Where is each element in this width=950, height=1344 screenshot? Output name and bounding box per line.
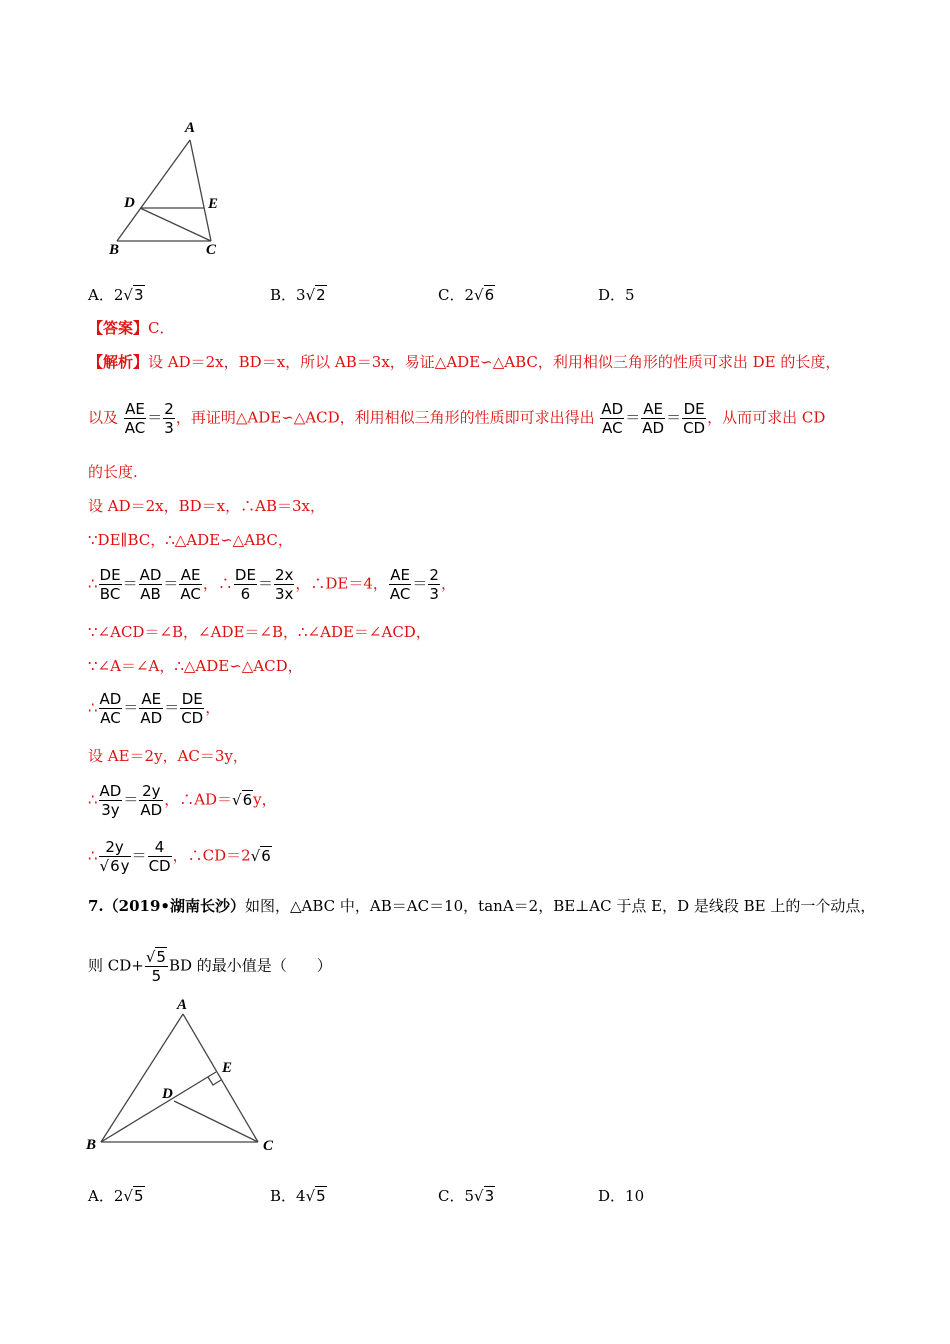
option2-c: C．5√3 <box>438 1187 495 1205</box>
frac-de-cd: $\frac{DE}{CD}$ <box>683 400 706 437</box>
fig2-label-d: D <box>162 1086 173 1102</box>
frac-ad-ac: $\frac{AD}{AC}$ <box>601 400 624 437</box>
option1-a: A．2√3 <box>88 286 144 304</box>
analysis-line-3: 的长度. <box>88 463 138 481</box>
analysis-line-5: ∵DE∥BC，∴△ADE∽△ABC， <box>88 531 293 549</box>
analysis-line-8: ∵∠A＝∠A，∴△ADE∽△ACD， <box>88 657 303 675</box>
option2-a: A．2√5 <box>88 1187 144 1205</box>
analysis-text-2c: ，从而可求出 CD <box>707 408 826 427</box>
fig1-label-b: B <box>109 242 120 258</box>
option1-b-radicand: 2 <box>316 286 326 304</box>
question-7-line-1 <box>88 896 875 916</box>
frac-sqrt5-5: $\frac{√5}{5}$ <box>145 948 166 985</box>
analysis-line-12: ∴ $\frac{2y}{√6y}$ ＝ $\frac{4}{CD}$ ，∴CD＝2√6 <box>88 838 271 875</box>
triangle-figure-2 <box>86 1000 286 1160</box>
analysis-text-2b: ，再证明△ADE∽△ACD，利用相似三角形的性质即可求出得出 <box>175 408 595 427</box>
analysis-line-4: 设 AD＝2x，BD＝x，∴AB＝3x， <box>88 497 325 515</box>
frac-ae-ad: $\frac{AE}{AD}$ <box>642 400 665 437</box>
fig2-label-c: C <box>263 1138 274 1154</box>
option1-d-label: D．5 <box>598 286 635 304</box>
option1-a-label: A．2 <box>88 286 124 304</box>
answer-tag: 【答案】 <box>88 319 149 337</box>
option2-d: D．10 <box>598 1187 645 1205</box>
fig2-label-b: B <box>86 1137 97 1153</box>
fig2-label-a: A <box>177 997 188 1013</box>
fig1-label-a: A <box>185 120 196 136</box>
option2-b: B．4√5 <box>270 1187 326 1205</box>
option1-a-radicand: 3 <box>133 286 144 304</box>
analysis-tag: 【解析】 <box>88 353 149 371</box>
analysis-line-10: 设 AE＝2y，AC＝3y， <box>88 747 248 765</box>
analysis-line-11: ∴ $\frac{AD}{3y}$ ＝ $\frac{2y}{AD}$ ，∴AD＝√6y， <box>88 782 277 819</box>
option1-c-label: C．2 <box>438 286 475 304</box>
option1-c-radicand: 6 <box>484 286 495 304</box>
analysis-line-6: ∴ $\frac{DE}{BC}$ ＝ $\frac{AD}{AB}$ ＝ $\frac{AE}{AC}$ ，∴ $\frac{DE}{6}$ ＝ $\frac{2x}{3x}$ ，∴DE＝4， $\frac{AE}{AC}$ ＝ $\frac{2}{3}$ ， <box>88 566 456 603</box>
question-7-line-2: 则 CD+ $\frac{√5}{5}$ BD 的最小值是（ ） <box>88 948 332 985</box>
answer-value: C． <box>148 319 175 337</box>
option1-b-label: B．3 <box>270 286 306 304</box>
analysis-line-9: ∴ $\frac{AD}{AC}$ ＝ $\frac{AE}{AD}$ ＝ $\frac{DE}{CD}$ ， <box>88 690 221 727</box>
answer-line <box>88 318 175 338</box>
fig1-label-e: E <box>208 196 219 212</box>
frac-2-3: $\frac{2}{3}$ <box>164 400 174 437</box>
fig1-label-d: D <box>124 195 135 211</box>
frac-ae-ac: $\frac{AE}{AC}$ <box>124 400 146 437</box>
option1-c: C．2√6 <box>438 286 495 304</box>
fig2-label-e: E <box>222 1060 233 1076</box>
analysis-line-2: 以及 $\frac{AE}{AC}$ ＝ $\frac{2}{3}$ ，再证明△ADE∽△ACD，利用相似三角形的性质即可求出得出 $\frac{AD}{AC}$ ＝ $\frac{AE}{AD}$ ＝ $\frac{DE}{CD}$ ，从而可求出 CD <box>88 400 826 437</box>
option1-b: B．3√2 <box>270 286 326 304</box>
analysis-text-2a: 以及 <box>88 408 119 427</box>
option1-d <box>598 284 635 305</box>
analysis-line-7: ∵∠ACD＝∠B，∠ADE＝∠B，∴∠ADE＝∠ACD， <box>88 623 431 641</box>
analysis-text-1: 设 AD＝2x，BD＝x，所以 AB＝3x，易证△ADE∽△ABC，利用相似三角形的性质可求出 DE 的长度， <box>148 353 841 371</box>
analysis-line-1 <box>88 352 840 372</box>
question-source: （2019•湖南长沙） <box>103 897 246 915</box>
question-text-1: 如图，△ABC 中，AB＝AC＝10，tanA＝2，BE⊥AC 于点 E，D 是线段 BE 上的一个动点， <box>245 897 876 915</box>
question-number: 7. <box>88 897 104 915</box>
fig1-label-c: C <box>206 242 217 258</box>
